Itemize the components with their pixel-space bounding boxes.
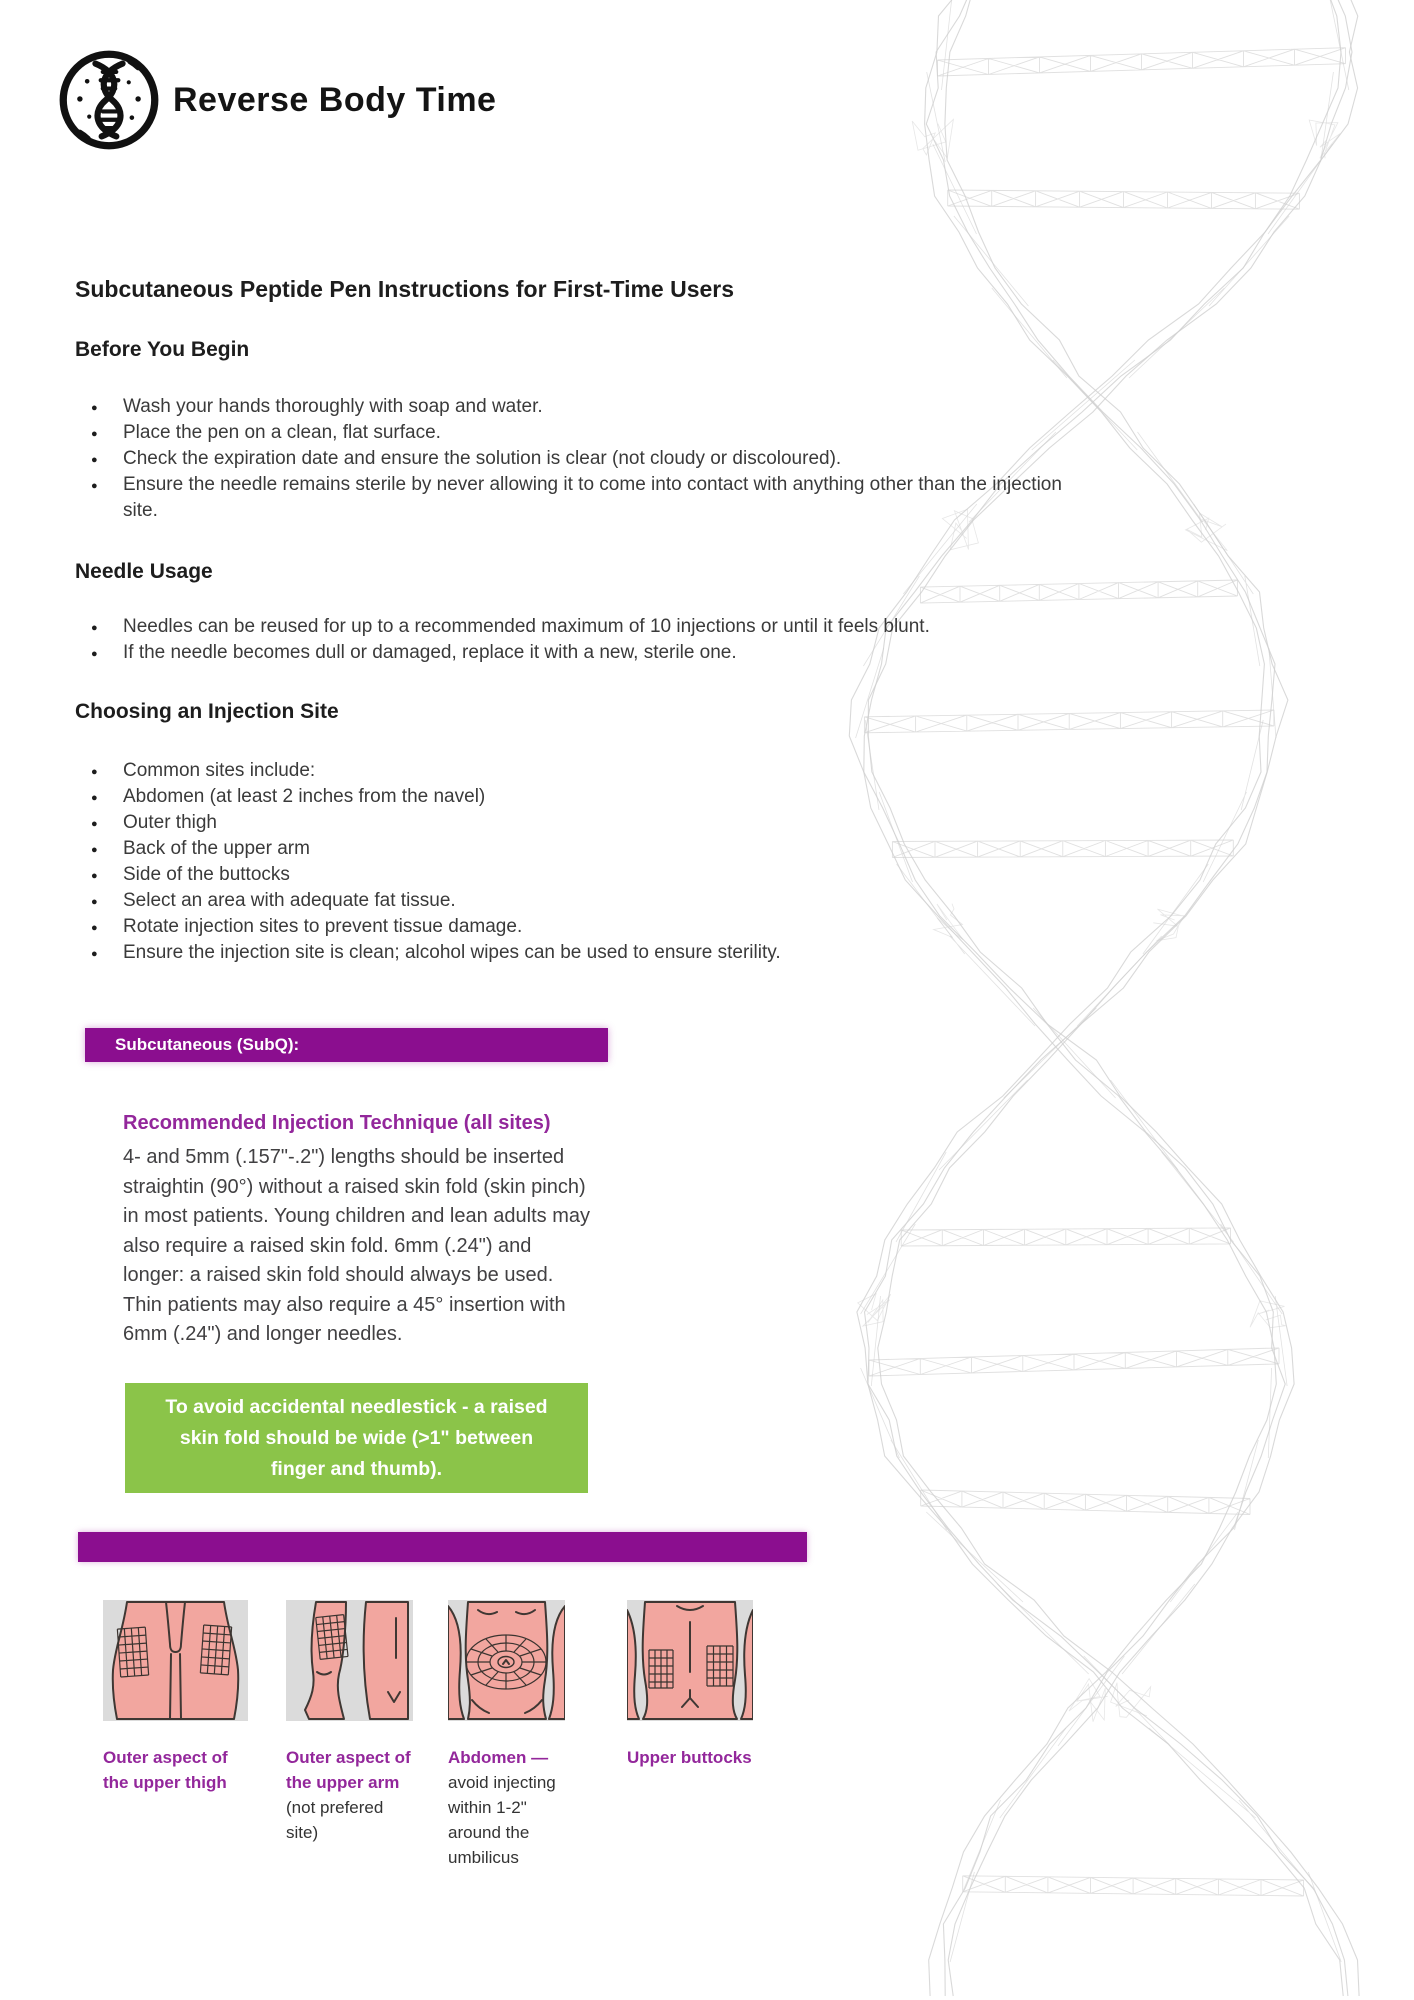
- purple-divider-bar: [78, 1532, 807, 1562]
- injection-site-figure-buttocks: [627, 1600, 757, 1770]
- needle-usage-list: [75, 614, 1085, 666]
- technique-body: 4- and 5mm (.157"-.2") lengths should be inserted straightin (90°) without a raised skin fold (skin pinch) in most patients. Young children and lean adults may also require a raised skin fold. 6mm (.24") and longer: a raised skin fold should always be used. Thin patients may also require a 45° insertion with 6mm (.24") and longer needles.: [123, 1146, 590, 1345]
- thighs-front-figure-icon: [103, 1600, 248, 1721]
- subq-banner: [85, 1028, 608, 1062]
- injection-site-figure-abdomen: [448, 1600, 565, 1870]
- figure-note: avoid injecting within 1-2" around the umbilicus: [448, 1773, 556, 1867]
- list-item: ● Select an area with adequate fat tissue.: [75, 888, 1085, 914]
- list-item: ● Ensure the needle remains sterile by never allowing it to come into contact with anything other than the injection site.: [75, 472, 1085, 524]
- abdomen-figure-icon: [448, 1600, 565, 1721]
- figure-caption: Outer aspect of the upper thigh: [103, 1748, 228, 1792]
- technique-heading: Recommended Injection Technique (all sites): [123, 1112, 551, 1134]
- figure-caption: Outer aspect of the upper arm: [286, 1748, 411, 1792]
- page-title: Subcutaneous Peptide Pen Instructions for First-Time Users: [75, 276, 735, 302]
- list-item: ● Check the expiration date and ensure the solution is clear (not cloudy or discoloured).: [75, 446, 1085, 472]
- subq-banner-label: Subcutaneous (SubQ):: [115, 1035, 300, 1054]
- list-item: ● Abdomen (at least 2 inches from the navel): [75, 784, 1085, 810]
- dna-helix-background: [730, 0, 1414, 2000]
- header: [57, 48, 496, 152]
- dna-circle-logo-icon: [57, 48, 161, 152]
- figure-caption: Abdomen —: [448, 1748, 549, 1767]
- choosing-site-list: [75, 758, 1085, 966]
- upper-arm-figure-icon: [286, 1600, 413, 1721]
- figure-note: (not prefered site): [286, 1798, 384, 1842]
- dna-wireframe-illustration: [730, 0, 1414, 2000]
- list-item: ● Back of the upper arm: [75, 836, 1085, 862]
- figure-caption: Upper buttocks: [627, 1748, 752, 1767]
- brand-name: Reverse Body Time: [173, 80, 497, 119]
- list-item: ● Side of the buttocks: [75, 862, 1085, 888]
- technique-block: [123, 1112, 591, 1350]
- needlestick-warning-box: [125, 1383, 588, 1493]
- injection-site-figure-thigh: [103, 1600, 248, 1795]
- section-heading-needle-usage: Needle Usage: [75, 560, 213, 583]
- list-item: ● If the needle becomes dull or damaged, replace it with a new, sterile one.: [75, 640, 1085, 666]
- upper-buttocks-figure-icon: [627, 1600, 753, 1721]
- list-item: ● Rotate injection sites to prevent tissue damage.: [75, 914, 1085, 940]
- injection-site-figure-arm: [286, 1600, 413, 1845]
- list-item: ● Needles can be reused for up to a recommended maximum of 10 injections or until it feels blunt.: [75, 614, 1085, 640]
- list-item: ● Wash your hands thoroughly with soap and water.: [75, 394, 1085, 420]
- warning-text: To avoid accidental needlestick - a raised skin fold should be wide (>1" between finger and thumb).: [165, 1395, 548, 1480]
- list-item: ● Common sites include:: [75, 758, 1085, 784]
- section-heading-before-you-begin: Before You Begin: [75, 338, 250, 361]
- list-item: ● Place the pen on a clean, flat surface.: [75, 420, 1085, 446]
- list-item: ● Ensure the injection site is clean; alcohol wipes can be used to ensure sterility.: [75, 940, 1085, 966]
- list-item: ● Outer thigh: [75, 810, 1085, 836]
- before-you-begin-list: [75, 394, 1085, 524]
- section-heading-choosing-injection-site: Choosing an Injection Site: [75, 700, 339, 723]
